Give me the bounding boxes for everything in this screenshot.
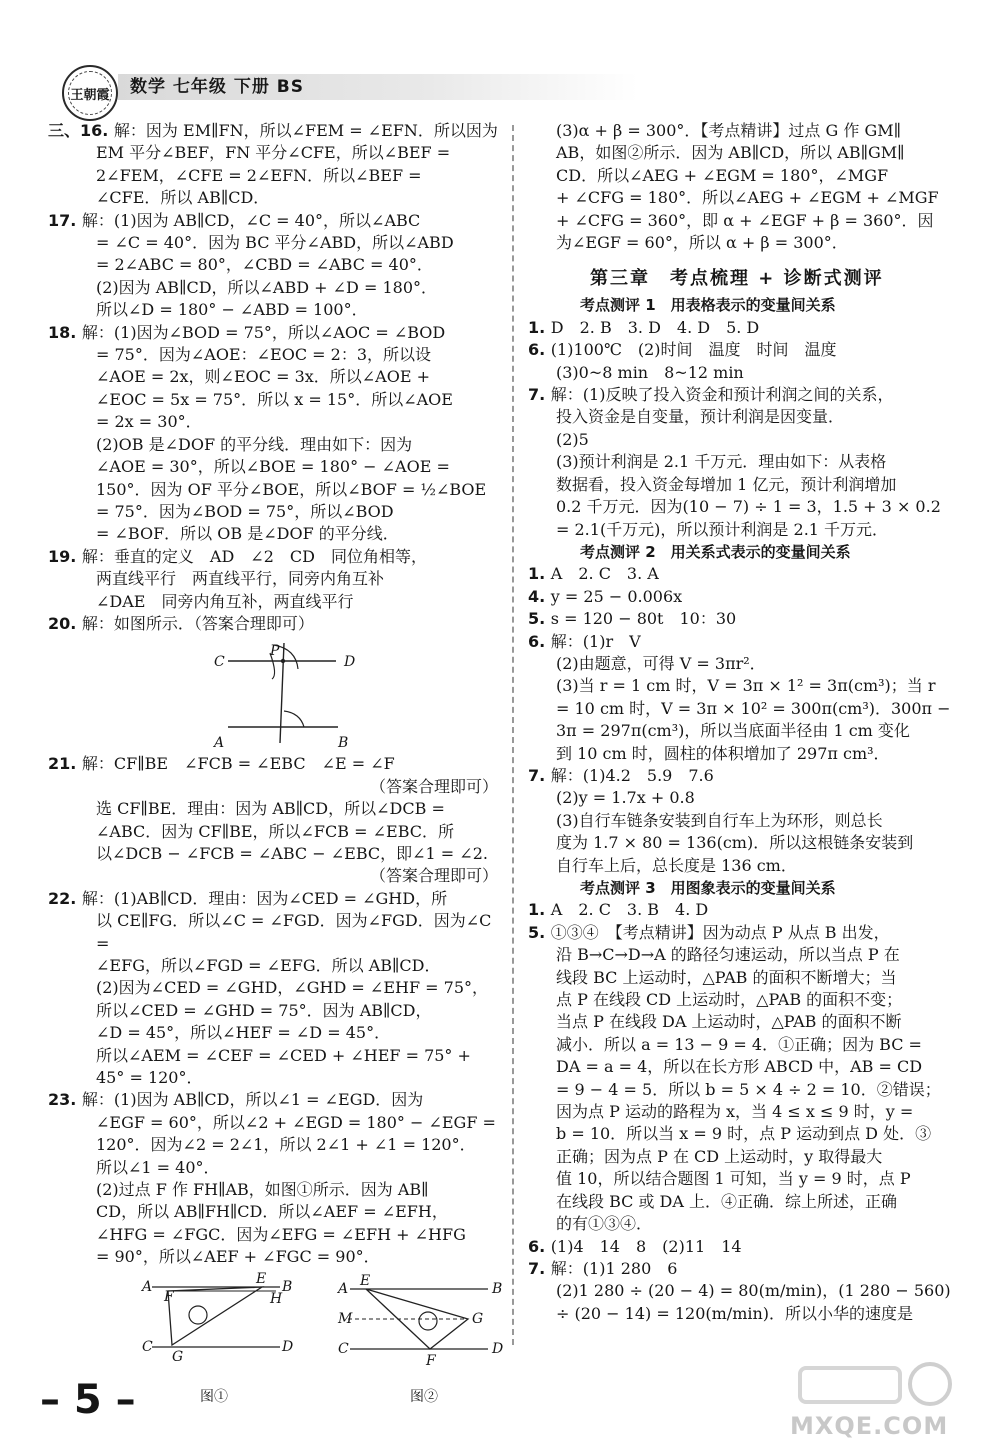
- question-number: 5.: [528, 609, 551, 629]
- answer-text: （答案合理即可）: [369, 866, 498, 886]
- answer-line: [528, 384, 970, 406]
- answer-line: [48, 1000, 498, 1022]
- answer-text: + ∠CFG = 360°，即 α + ∠EGF + β = 360°．因: [556, 210, 934, 230]
- answer-line: [48, 1224, 498, 1246]
- answer-line: [528, 496, 970, 518]
- answer-line: [528, 1236, 970, 1258]
- question-number: 7.: [528, 385, 551, 405]
- answer-text: 在线段 BC 或 DA 上．④正确．综上所述，正确: [556, 1191, 898, 1211]
- column-divider: [512, 125, 514, 1345]
- answer-line: [528, 165, 970, 187]
- fig1-label-f: F: [164, 1288, 174, 1305]
- transversal: [280, 643, 284, 743]
- answer-line: [48, 1089, 498, 1111]
- answer-line: [48, 910, 498, 955]
- answer-text: CD，所以 AB∥FH∥CD．所以∠AEF = ∠EFH，: [96, 1202, 448, 1222]
- answer-text: 解：(1)1 280 6: [550, 1258, 678, 1278]
- answer-line: [48, 299, 498, 321]
- watermark-text: MXQE.COM: [790, 1412, 949, 1440]
- answer-text: 120°．因为∠2 = 2∠1，所以 2∠1 + ∠1 = 120°．: [96, 1135, 476, 1155]
- figure-20: [48, 635, 498, 753]
- answer-text: 所以∠CED = ∠GHD = 75°．因为 AB∥CD，: [96, 1000, 432, 1020]
- fig1-caption: 图①: [200, 1388, 228, 1405]
- answer-line: [528, 429, 970, 451]
- answer-text: 为∠EGF = 60°，所以 α + β = 300°．: [556, 233, 848, 253]
- answer-text: (2)过点 F 作 FH∥AB，如图①所示．因为 AB∥: [96, 1180, 429, 1200]
- answer-line: [48, 776, 498, 798]
- answer-text: ∠EOC = 5x = 75°．所以 x = 15°．所以∠AOE: [96, 389, 453, 409]
- answer-line: [528, 1146, 970, 1168]
- question-number: 1.: [528, 564, 551, 584]
- question-number: 7.: [528, 1258, 551, 1278]
- answer-text: CD．所以∠AEG + ∠EGM = 180°，∠MGF: [556, 165, 889, 185]
- answer-text: (3)自行车链条安装到自行车上为环形，则总长: [556, 810, 883, 830]
- answer-line: [528, 787, 970, 809]
- answer-line: [528, 406, 970, 428]
- answer-text: 线段 BC 上运动时，△PAB 的面积不断增大；当: [556, 967, 897, 987]
- answer-line: [48, 187, 498, 209]
- label-p: P: [270, 643, 280, 660]
- figure-20-svg: [48, 635, 498, 753]
- answer-text: ∠D = 45°，所以∠HEF = ∠D = 45°．: [96, 1023, 391, 1043]
- answer-text: A 2. C 3. B 4. D: [550, 900, 709, 920]
- answer-text: 自行车上后，总长度是 136 cm．: [556, 855, 797, 875]
- answer-line: [48, 366, 498, 388]
- answer-line: [528, 1280, 970, 1302]
- answer-line: [48, 232, 498, 254]
- answer-text: ∠EFG，所以∠FGD = ∠EFG．所以 AB∥CD．: [96, 956, 441, 975]
- fig1-circle: [189, 1306, 207, 1324]
- answer-text: s = 120 − 80t 10：30: [550, 609, 737, 629]
- answer-line: [528, 1191, 970, 1213]
- right-column: [528, 120, 970, 1325]
- question-number: 7.: [528, 765, 551, 785]
- answer-text: (3)当 r = 1 cm 时，V = 3π × 1² = 3π(cm³)；当 r: [556, 676, 936, 696]
- answer-line: [48, 1246, 498, 1268]
- answer-text: 3π = 297π(cm³)，所以当底面半径由 1 cm 变化: [556, 721, 910, 741]
- fig2-label-c: C: [338, 1340, 349, 1357]
- answer-line: [48, 1022, 498, 1044]
- answer-line: [528, 899, 970, 921]
- answer-text: + ∠CFG = 180°．所以∠AEG + ∠EGM + ∠MGF: [556, 188, 939, 208]
- answer-text: ∠DAE 同旁内角互补，两直线平行: [96, 591, 354, 611]
- answer-text: = 75°．因为∠AOE：∠EOC = 2：3，所以设: [96, 345, 431, 365]
- answer-text: = 2∠ABC = 80°，∠CBD = ∠ABC = 40°．: [96, 255, 433, 275]
- answer-text: = 10 cm 时，V = 3π × 10² = 300π(cm³)．300π −: [556, 698, 951, 718]
- answer-text: b = 10．所以当 x = 9 时，点 P 运动到点 D 处．③: [556, 1124, 932, 1144]
- answer-text: 解：(1)4.2 5.9 7.6: [550, 765, 714, 785]
- answer-line: [528, 810, 970, 832]
- answer-text: 所以∠AEM = ∠CEF = ∠CED + ∠HEF = 75° +: [96, 1045, 471, 1065]
- answer-line: [48, 1179, 498, 1201]
- answer-text: 解：(1)因为∠BOD = 75°，所以∠AOC = ∠BOD: [81, 322, 446, 342]
- answer-text: 解：如图所示．（答案合理即可）: [81, 613, 314, 633]
- chapter-title: 第三章 考点梳理 + 诊断式测评: [590, 268, 884, 290]
- answer-text: ∠HFG = ∠FGC．因为∠EFG = ∠EFH + ∠HFG: [96, 1224, 466, 1244]
- answer-line: [528, 832, 970, 854]
- question-number: 6.: [528, 340, 551, 360]
- answer-text: ∠AOE = 30°，所以∠BOE = 180° − ∠AOE =: [96, 457, 450, 477]
- answer-line: [48, 254, 498, 276]
- answer-line: [48, 1134, 498, 1156]
- fig2-caption: 图②: [410, 1388, 438, 1405]
- answer-line: [528, 1034, 970, 1056]
- answer-line: [48, 977, 498, 999]
- answer-text: 所以∠1 = 40°．: [96, 1157, 220, 1177]
- section-title: 考点测评 1 用表格表示的变量间关系: [580, 296, 836, 315]
- answer-text: ∠ABC．因为 CF∥BE，所以∠FCB = ∠EBC．所: [96, 821, 454, 841]
- left-column: [48, 120, 504, 1425]
- answer-text: = 2.1(千万元)，所以预计利润是 2.1 千万元．: [556, 519, 889, 539]
- answer-text: 解：(1)反映了投入资金和预计利润之间的关系，: [550, 385, 894, 405]
- fig2-label-m: M: [338, 1310, 353, 1327]
- answer-line: [528, 1079, 970, 1101]
- answer-text: 投入资金是自变量，预计利润是因变量．: [556, 407, 845, 427]
- answer-line: [528, 922, 970, 944]
- answer-text: = 90°，所以∠AEF + ∠FGC = 90°．: [96, 1247, 380, 1267]
- answer-line: [528, 675, 970, 697]
- section-title: 考点测评 3 用图象表示的变量间关系: [580, 879, 836, 897]
- answer-text: y = 25 − 0.006x: [550, 586, 683, 606]
- answer-line: [48, 753, 498, 775]
- question-number: 19.: [48, 546, 82, 566]
- answer-line: [528, 989, 970, 1011]
- fig2-label-a: A: [338, 1280, 349, 1297]
- answer-text: 度为 1.7 × 80 = 136(cm)．所以这根链条安装到: [556, 833, 914, 853]
- answer-text: 0.2 千万元．因为(10 − 7) ÷ 1 = 3，1.5 + 3 × 0.2: [556, 497, 941, 517]
- answer-text: 解：(1)r V: [550, 631, 641, 651]
- fig1-label-e: E: [256, 1270, 267, 1287]
- header-title: 数学 七年级 下册 BS: [130, 77, 304, 97]
- answer-line: [48, 546, 498, 568]
- answer-text: 解：因为 EM∥FN，所以∠FEM = ∠EFN．所以因为: [113, 121, 498, 140]
- answer-line: [48, 210, 498, 232]
- label-b: B: [338, 735, 349, 752]
- answer-text: AB，如图②所示．因为 AB∥CD，所以 AB∥GM∥: [556, 143, 905, 163]
- question-number: 20.: [48, 613, 82, 633]
- answer-line: [48, 344, 498, 366]
- answer-text: 45° = 120°．: [96, 1068, 203, 1088]
- answer-text: DA = a = 4，所以在长方形 ABCD 中，AB = CD: [556, 1057, 923, 1077]
- answer-text: 解：(1)因为 AB∥CD，∠C = 40°，所以∠ABC: [81, 210, 421, 230]
- question-number: 5.: [528, 922, 551, 942]
- answer-line: [48, 1045, 498, 1067]
- answer-line: [48, 389, 498, 411]
- answer-line: [48, 1067, 498, 1089]
- answer-text: 到 10 cm 时，圆柱的体积增加了 297π cm³．: [556, 743, 890, 763]
- answer-line: [528, 1168, 970, 1190]
- answer-line: [528, 339, 970, 361]
- answer-line: [528, 563, 970, 585]
- answer-line: [48, 456, 498, 478]
- answer-line: [528, 474, 970, 496]
- answer-text: 值 10，所以结合题图 1 可知，当 y = 9 时，点 P: [556, 1169, 911, 1189]
- section-title: 考点测评 2 用关系式表示的变量间关系: [580, 542, 851, 561]
- fig1-triangle: [168, 1287, 262, 1345]
- fig1-label-c: C: [142, 1338, 153, 1355]
- answer-text: ÷ (20 − 14) = 120(m/min)．所以小华的速度是: [556, 1303, 914, 1323]
- answer-text: = ∠C = 40°．因为 BC 平分∠ABD，所以∠ABD: [96, 233, 454, 253]
- answer-text: 点 P 在线段 CD 上运动时，△PAB 的面积不变；: [556, 990, 903, 1010]
- answer-line: [48, 411, 498, 433]
- answer-text: ∠EGF = 60°，所以∠2 + ∠EGD = 180° − ∠EGF =: [96, 1112, 496, 1132]
- answer-text: 所以∠D = 180° − ∠ABD = 100°．: [96, 300, 368, 320]
- answer-text: 两直线平行 两直线平行，同旁内角互补: [96, 569, 385, 589]
- answer-line: [48, 277, 498, 299]
- answer-line: [528, 586, 970, 608]
- answer-text: 的有①③④．: [556, 1214, 653, 1234]
- answer-line: [528, 967, 970, 989]
- answer-line: [48, 165, 498, 187]
- answer-line: [528, 720, 970, 742]
- answer-line: [48, 1201, 498, 1223]
- answer-line: [528, 1011, 970, 1033]
- answer-line: [48, 888, 498, 910]
- answer-text: 150°．因为 OF 平分∠BOE，所以∠BOF = ½∠BOE: [96, 479, 487, 499]
- question-number: 6.: [528, 631, 551, 651]
- answer-text: (3)0~8 min 8~12 min: [556, 362, 744, 382]
- answer-text: (2)OB 是∠DOF 的平分线．理由如下：因为: [96, 434, 413, 454]
- answer-line: [528, 1213, 970, 1235]
- arc-lower: [284, 711, 304, 727]
- question-number: 1.: [528, 317, 551, 337]
- answer-line: [48, 1112, 498, 1134]
- answer-line: [528, 855, 970, 877]
- answer-line: [48, 523, 498, 545]
- question-number: 21.: [48, 754, 82, 774]
- answer-line: [528, 1303, 970, 1325]
- answer-text: (2)1 280 ÷ (20 − 4) = 80(m/min)，(1 280 − 560): [556, 1281, 951, 1301]
- answer-text: 以 CE∥FG．所以∠C = ∠FGD．因为∠FGD．因为∠C =: [96, 911, 497, 953]
- fig1-label-h: H: [270, 1290, 283, 1307]
- answer-line: [48, 120, 498, 142]
- question-number: 23.: [48, 1090, 82, 1110]
- point-p: [281, 659, 285, 663]
- answer-text: ∠CFE．所以 AB∥CD．: [96, 188, 270, 208]
- answer-text: (3)预计利润是 2.1 千万元．理由如下：从表格: [556, 452, 887, 472]
- question-number: 22.: [48, 888, 82, 908]
- label-a: A: [214, 735, 225, 752]
- logo-text: 王朝霞: [68, 71, 112, 115]
- answer-line: [528, 608, 970, 630]
- answer-line: [48, 501, 498, 523]
- answer-text: （答案合理即可）: [369, 776, 498, 796]
- answer-text: 因为点 P 运动的路程为 x，当 4 ≤ x ≤ 9 时，y =: [556, 1102, 914, 1122]
- answer-line: [48, 613, 498, 635]
- fig2-label-d: D: [492, 1340, 504, 1357]
- answer-line: [48, 479, 498, 501]
- label-c: C: [214, 654, 225, 671]
- answer-text: 以∠DCB − ∠FCB = ∠ABC − ∠EBC，即∠1 = ∠2.: [96, 843, 488, 863]
- answer-text: (2)因为 AB∥CD，所以∠ABD + ∠D = 180°．: [96, 277, 438, 297]
- answer-line: [528, 653, 970, 675]
- question-number: 1.: [528, 900, 551, 920]
- answer-text: = 75°．因为∠BOD = 75°，所以∠BOD: [96, 501, 394, 521]
- fig2-label-f: F: [426, 1352, 436, 1369]
- fig2-triangle: [366, 1289, 468, 1349]
- answer-text: 沿 B→C→D→A 的路径匀速运动，所以当点 P 在: [556, 945, 900, 965]
- question-number: 6.: [528, 1236, 551, 1256]
- answer-text: 解：(1)因为 AB∥CD，所以∠1 = ∠EGD．因为: [81, 1090, 424, 1110]
- answer-text: EM 平分∠BEF，FN 平分∠CFE，所以∠BEF =: [96, 143, 451, 163]
- answer-text: (2)5: [556, 429, 589, 449]
- answer-line: [528, 944, 970, 966]
- answer-line: [48, 821, 498, 843]
- answer-line: [528, 120, 970, 142]
- answer-text: (1)4 14 8 (2)11 14: [550, 1236, 742, 1256]
- label-d: D: [344, 654, 356, 671]
- answer-text: (3)α + β = 300°．【考点精讲】过点 G 作 GM∥: [556, 121, 902, 140]
- answer-text: (1)100℃ (2)时间 温度 时间 温度: [550, 340, 837, 360]
- answer-line: [528, 1056, 970, 1078]
- answer-text: 正确；因为点 P 在 CD 上运动时，y 取得最大: [556, 1146, 883, 1166]
- answer-text: D 2. B 3. D 4. D 5. D: [550, 317, 760, 337]
- answer-line: [528, 1123, 970, 1145]
- answer-text: A 2. C 3. A: [550, 564, 659, 584]
- answer-line: [48, 142, 498, 164]
- answer-line: [528, 743, 970, 765]
- answer-text: = 2x = 30°．: [96, 412, 202, 432]
- question-number: 18.: [48, 322, 82, 342]
- question-number: 4.: [528, 586, 551, 606]
- answer-line: [528, 698, 970, 720]
- fig2-label-b: B: [492, 1280, 503, 1297]
- answer-line: [528, 317, 970, 339]
- answer-line: [528, 232, 970, 254]
- answer-text: (2)因为∠CED = ∠GHD，∠GHD = ∠EHF = 75°，: [96, 978, 488, 998]
- fig2-label-g: G: [472, 1310, 484, 1327]
- answer-line: [48, 865, 498, 887]
- answer-line: [528, 362, 970, 384]
- publisher-logo: [62, 65, 118, 121]
- answer-line: [528, 765, 970, 787]
- answer-text: = 9 − 4 = 5．所以 b = 5 × 4 ÷ 2 = 10．②错误；: [556, 1079, 941, 1099]
- answer-line: [528, 187, 970, 209]
- question-number: 17.: [48, 210, 82, 230]
- answer-line: [528, 142, 970, 164]
- answer-line: [48, 843, 498, 865]
- question-number: 三、16.: [48, 121, 114, 140]
- answer-text: ∠AOE = 2x，则∠EOC = 3x．所以∠AOE +: [96, 367, 431, 387]
- answer-line: [48, 955, 498, 977]
- answer-line: [528, 451, 970, 473]
- answer-text: 解：CF∥BE ∠FCB = ∠EBC ∠E = ∠F: [81, 754, 395, 774]
- page-number: – 5 –: [40, 1377, 136, 1423]
- answer-text: = ∠BOF．所以 OB 是∠DOF 的平分线．: [96, 524, 399, 544]
- fig1-label-g: G: [172, 1348, 184, 1365]
- answer-text: ①③④ 【考点精讲】因为动点 P 从点 B 出发，: [550, 922, 890, 942]
- answer-text: 当点 P 在线段 DA 上运动时，△PAB 的面积不断: [556, 1012, 902, 1032]
- fig1-label-b: B: [282, 1278, 293, 1295]
- answer-text: 数据看，投入资金每增加 1 亿元，预计利润增加: [556, 474, 897, 494]
- fig2-circle: [419, 1312, 437, 1330]
- answer-line: [48, 798, 498, 820]
- answer-line: [48, 591, 498, 613]
- page-header: [0, 0, 1000, 125]
- answer-line: [528, 631, 970, 653]
- answer-line: [48, 1157, 498, 1179]
- answer-text: 2∠FEM，∠CFE = 2∠EFN．所以∠BEF =: [96, 165, 422, 185]
- fig2-label-e: E: [360, 1272, 371, 1289]
- fig1-label-d: D: [282, 1338, 294, 1355]
- answer-line: [528, 519, 970, 541]
- answer-line: [48, 322, 498, 344]
- answer-text: 减小．所以 a = 13 − 9 = 4．①正确；因为 BC =: [556, 1034, 922, 1054]
- answer-line: [528, 1258, 970, 1280]
- answer-text: 解：(1)AB∥CD．理由：因为∠CED = ∠GHD，所: [81, 888, 448, 908]
- answer-text: (2)由题意，可得 V = 3πr²．: [556, 653, 766, 673]
- answer-text: 解：垂直的定义 AD ∠2 CD 同位角相等，: [81, 546, 427, 566]
- answer-line: [48, 568, 498, 590]
- answer-line: [528, 1101, 970, 1123]
- answer-text: (2)y = 1.7x + 0.8: [556, 788, 695, 808]
- fig1-label-a: A: [142, 1278, 153, 1295]
- answer-line: [48, 434, 498, 456]
- answer-line: [528, 210, 970, 232]
- answer-text: 选 CF∥BE．理由：因为 AB∥CD，所以∠DCB =: [96, 799, 445, 819]
